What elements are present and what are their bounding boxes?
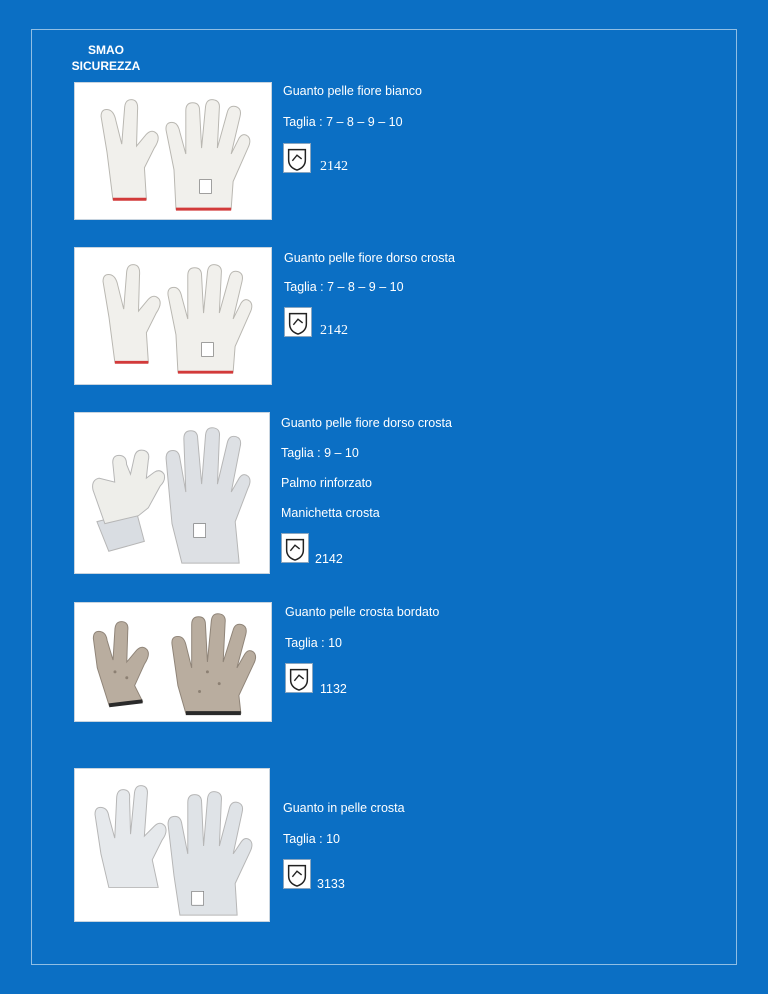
en388-shield-icon: [281, 533, 309, 563]
brand-logo-text: [64, 42, 148, 74]
product-3-sizes: Taglia : 9 – 10: [281, 446, 359, 460]
en388-shield-icon: [284, 307, 312, 337]
product-5-code: 3133: [317, 877, 345, 891]
product-1-name: Guanto pelle fiore bianco: [283, 84, 422, 98]
product-1-photo: [74, 82, 272, 220]
product-3-code: 2142: [315, 552, 343, 566]
product-3-feature-1: Palmo rinforzato: [281, 476, 373, 490]
brand-line-2: SICUREZZA: [71, 59, 141, 73]
en388-shield-icon: [283, 143, 311, 173]
product-5-photo: [74, 768, 270, 922]
product-4-code: 1132: [320, 682, 347, 696]
en388-shield-icon: [285, 663, 313, 693]
product-2-name: Guanto pelle fiore dorso crosta: [284, 251, 455, 265]
product-1-code: 2142: [320, 159, 348, 174]
product-5-sizes: Taglia : 10: [283, 832, 340, 846]
product-5-name: Guanto in pelle crosta: [283, 801, 405, 815]
product-1-sizes: Taglia : 7 – 8 – 9 – 10: [283, 115, 403, 129]
brand-line-1: SMAO: [88, 43, 124, 57]
en388-shield-icon: [283, 859, 311, 889]
product-3-feature-2: Manichetta crosta: [281, 506, 380, 520]
product-3-photo: [74, 412, 270, 574]
product-3-name: Guanto pelle fiore dorso crosta: [281, 416, 452, 430]
product-4-name: Guanto pelle crosta bordato: [285, 605, 440, 619]
product-4-sizes: Taglia : 10: [285, 636, 342, 650]
product-2-photo: [74, 247, 272, 385]
product-2-sizes: Taglia : 7 – 8 – 9 – 10: [284, 280, 404, 294]
product-4-photo: [74, 602, 272, 722]
product-2-code: 2142: [320, 323, 348, 338]
